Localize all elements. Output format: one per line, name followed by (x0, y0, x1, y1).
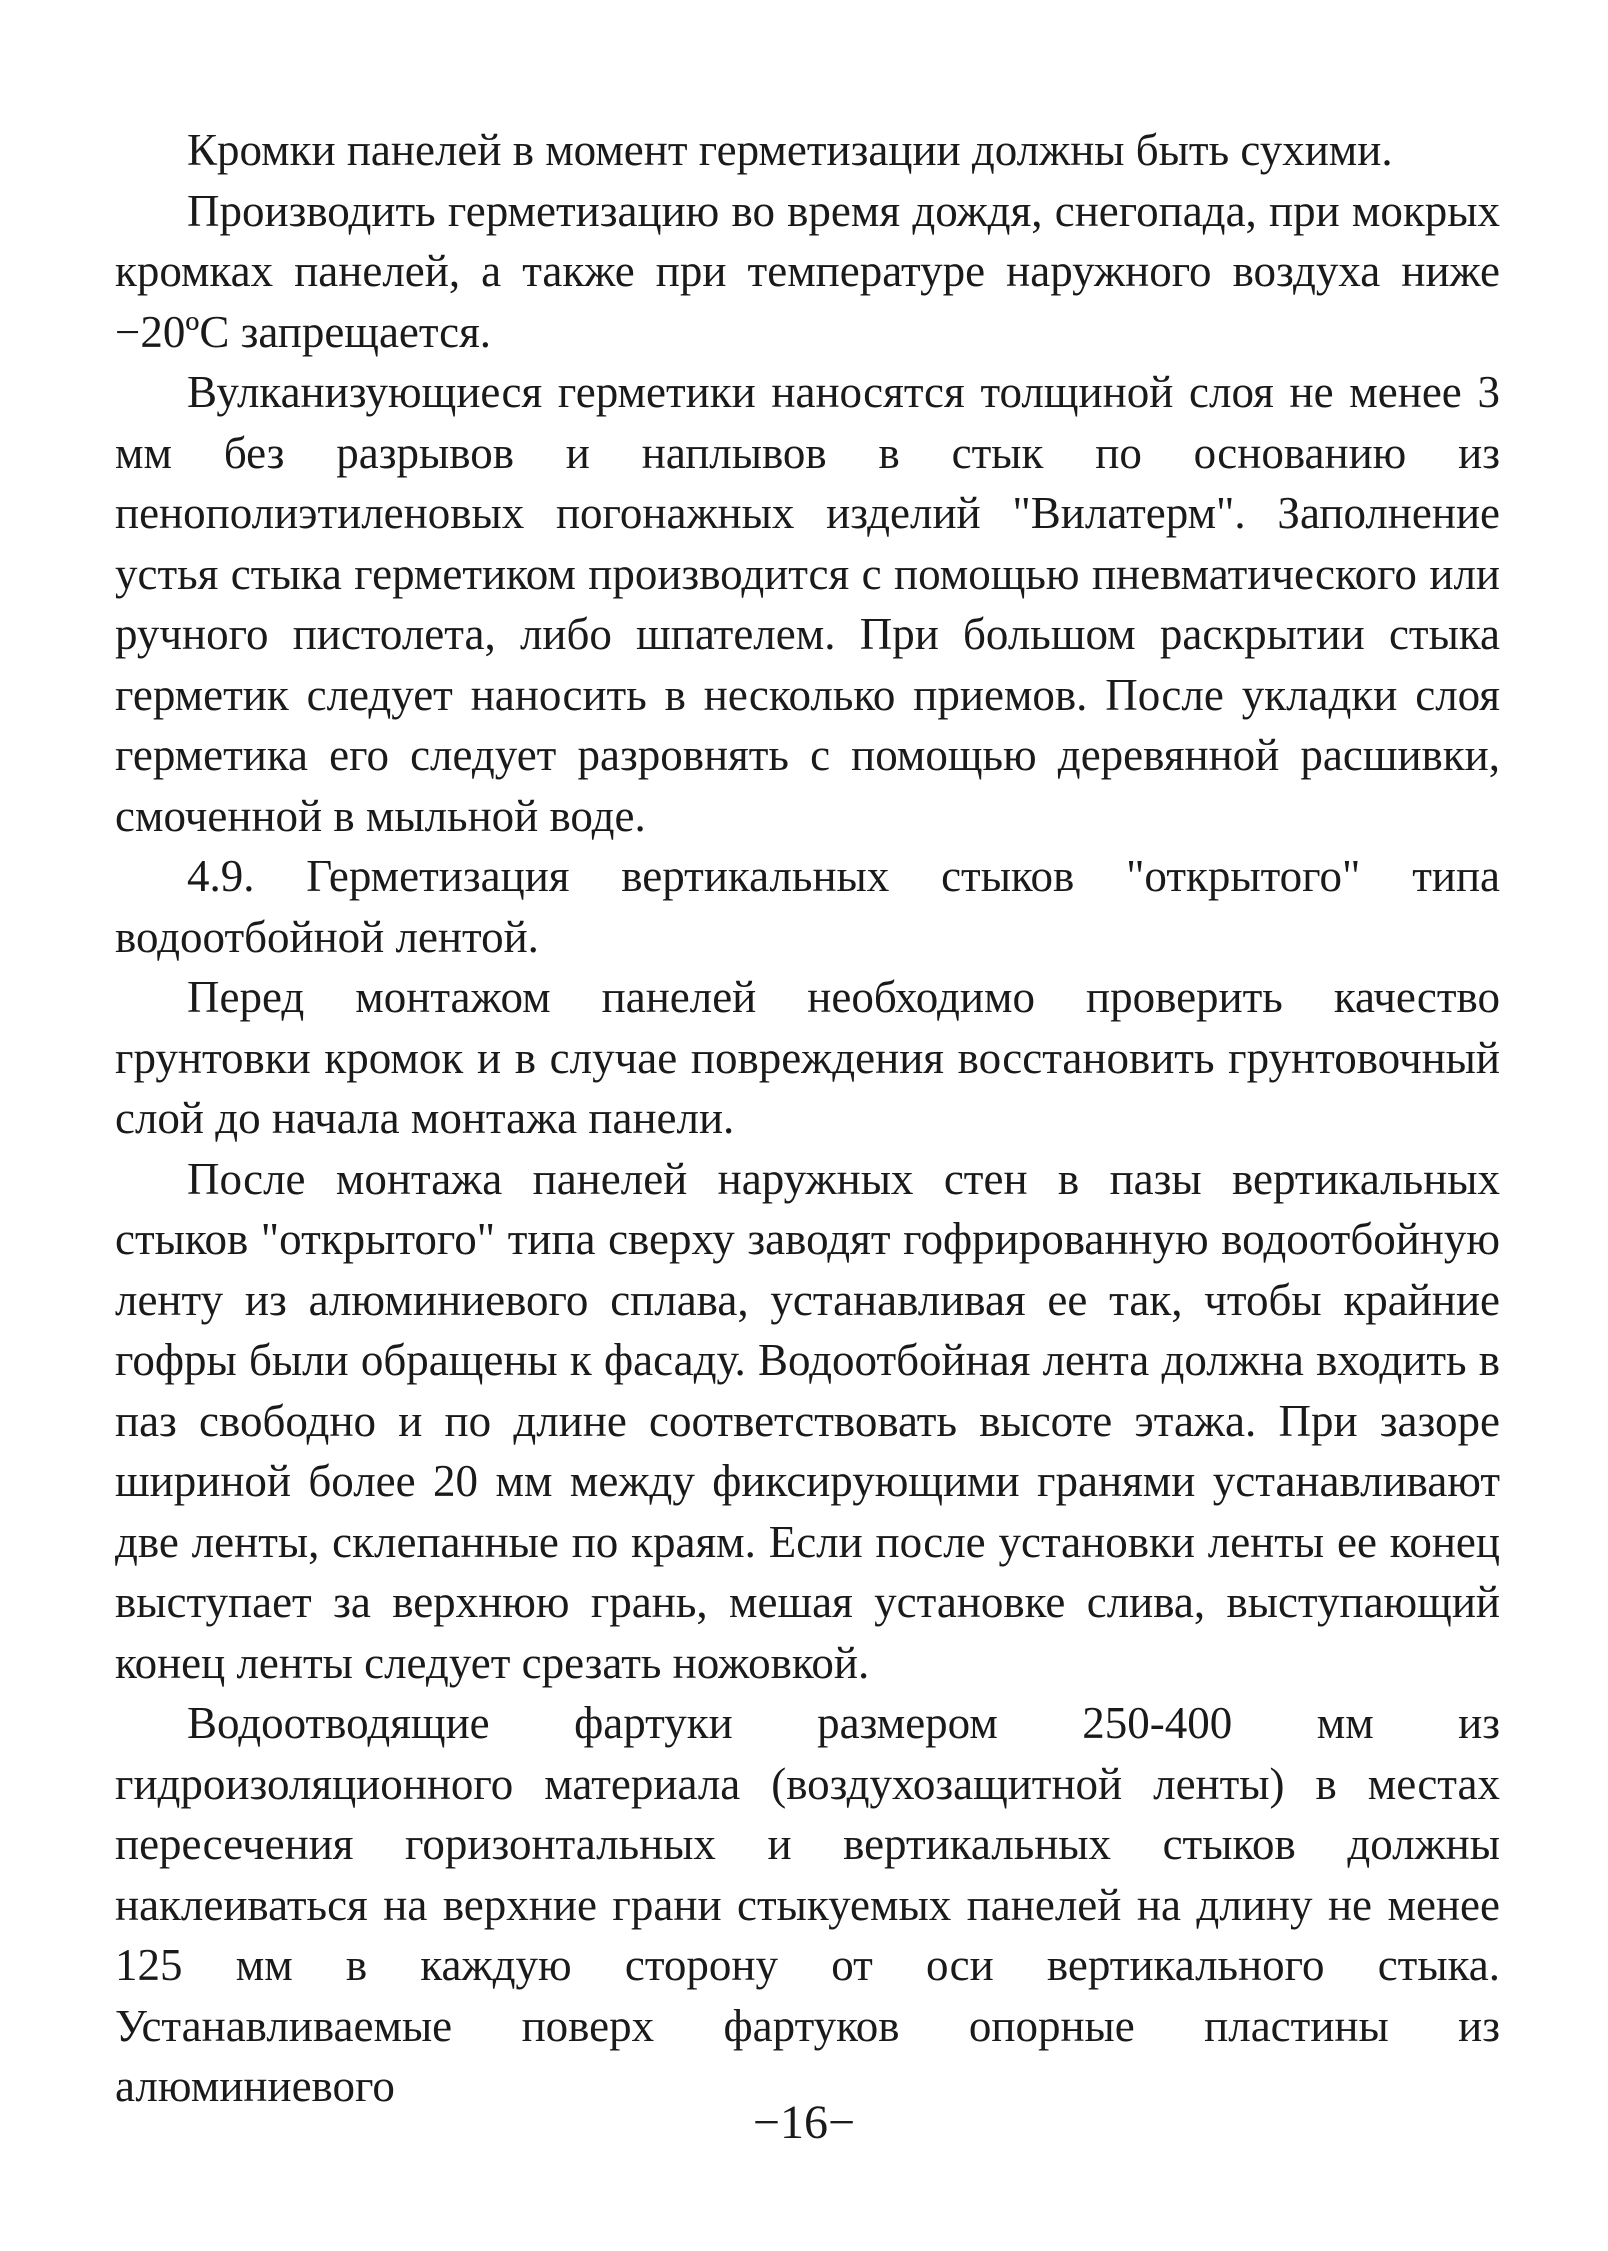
paragraph-drainage-aprons: Водоотводящие фартуки размером 250-400 мм из гидроизоляционного материала (воздухозащитной ленты) в местах пересечения горизонтальных и вертикальных стыков должны наклеиваться на верхние грани стыкуемых панелей на длину не менее 125 мм в каждую сторону от оси вертикального стыка. Устанавливаемые поверх фартуков опорные пластины из алюминиевого (115, 1698, 1500, 2111)
document-page (115, 120, 1500, 2117)
paragraph-sealant-application: Вулканизующиеся герметики наносятся толщиной слоя не менее 3 мм без разрывов и наплывов в стык по основанию из пенополиэтиленовых погонажных изделий "Вилатерм". Заполнение устья стыка герметиком производится с помощью пневматического или ручного пистолета, либо шпателем. При большом раскрытии стыка герметик следует наносить в несколько приемов. После укладки слоя герметика его следует разровнять с помощью деревянной расшивки, смоченной в мыльной воде. (115, 367, 1500, 841)
paragraph-edges-dry: Кромки панелей в момент герметизации должны быть сухими. (187, 125, 1393, 175)
page-number: −16− (752, 2096, 856, 2149)
paragraph-tape-installation: После монтажа панелей наружных стен в пазы вертикальных стыков "открытого" типа сверху заводят гофрированную водоотбойную ленту из алюминиевого сплава, устанавливая ее так, чтобы крайние гофры были обращены к фасаду. Водоотбойная лента должна входить в паз свободно и по длине соответствовать высоте этажа. При зазоре шириной более 20 мм между фиксирующими гранями устанавливают две ленты, склепанные по краям. Если после установки ленты ее конец выступает за верхнюю грань, мешая установке слива, выступающий конец ленты следует срезать ножовкой. (115, 1153, 1500, 1688)
section-heading-4-9: 4.9. Герметизация вертикальных стыков "открытого" типа водоотбойной лентой. (115, 851, 1500, 962)
paragraph-weather-restriction: Производить герметизацию во время дождя, снегопада, при мокрых кромках панелей, а также при температуре наружного воздуха ниже −20ºС запрещается. (115, 185, 1500, 357)
paragraph-priming-check: Перед монтажом панелей необходимо проверить качество грунтовки кромок и в случае повреждения восстановить грунтовочный слой до начала монтажа панели. (115, 972, 1500, 1143)
